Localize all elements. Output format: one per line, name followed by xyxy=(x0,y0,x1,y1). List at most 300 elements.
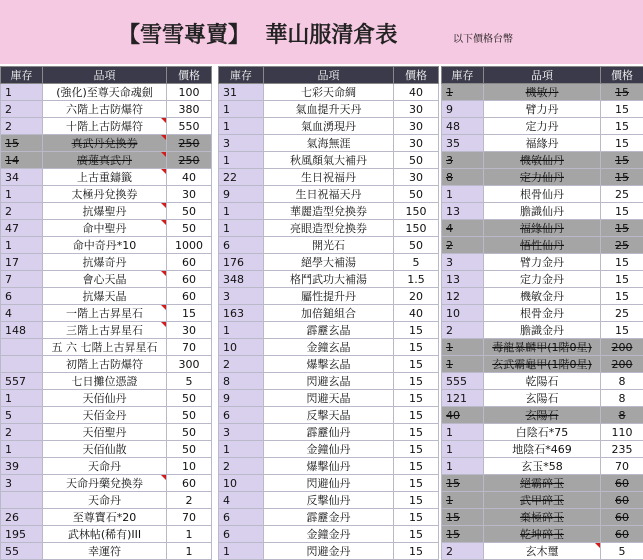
price-cell: 15 xyxy=(601,322,643,339)
item-cell: 反擊天晶 xyxy=(264,407,394,424)
table-row xyxy=(219,475,439,492)
stock-cell: 1 xyxy=(442,356,484,373)
item-cell: 上古重鑄籤 xyxy=(43,169,167,186)
price-cell: 30 xyxy=(394,101,439,118)
stock-cell: 40 xyxy=(442,407,484,424)
table-row xyxy=(219,135,439,152)
price-cell: 1000 xyxy=(167,237,212,254)
item-cell: 毒龍暴麟甲(1階0星) xyxy=(484,339,601,356)
item-cell: 機敏丹 xyxy=(484,84,601,101)
price-cell: 30 xyxy=(394,135,439,152)
table-row xyxy=(219,237,439,254)
table-row xyxy=(219,424,439,441)
price-cell: 60 xyxy=(167,475,212,492)
stock-cell: 9 xyxy=(219,186,264,203)
price-cell: 50 xyxy=(167,390,212,407)
table-row xyxy=(219,186,439,203)
sold-out-row xyxy=(1,152,212,169)
table-row xyxy=(1,220,212,237)
page-title: 【雪雪專賣】 華山服清倉表 xyxy=(118,18,397,49)
stock-cell: 9 xyxy=(442,101,484,118)
table-row xyxy=(442,118,643,135)
price-column-header: 價格 xyxy=(394,67,439,84)
price-cell: 50 xyxy=(167,441,212,458)
stock-cell xyxy=(1,339,43,356)
stock-cell xyxy=(1,492,43,509)
stock-cell: 8 xyxy=(219,373,264,390)
item-cell: 爆擊仙丹 xyxy=(264,458,394,475)
price-cell: 70 xyxy=(167,339,212,356)
table-header-row xyxy=(219,67,439,84)
price-cell: 1 xyxy=(167,543,212,560)
item-cell: 天佰仙丹 xyxy=(43,390,167,407)
table-row xyxy=(1,186,212,203)
item-cell: 根骨仙丹 xyxy=(484,186,601,203)
price-cell: 50 xyxy=(167,220,212,237)
stock-cell xyxy=(1,356,43,373)
item-cell: 氣海無涯 xyxy=(264,135,394,152)
item-cell: 霹靂金丹 xyxy=(264,509,394,526)
price-cell: 30 xyxy=(394,169,439,186)
price-cell: 30 xyxy=(167,322,212,339)
item-cell: 生日祝福天丹 xyxy=(264,186,394,203)
stock-cell: 2 xyxy=(1,424,43,441)
price-cell: 50 xyxy=(394,237,439,254)
stock-cell: 163 xyxy=(219,305,264,322)
price-cell: 250 xyxy=(167,135,212,152)
item-cell: 金鐘金丹 xyxy=(264,526,394,543)
price-cell: 15 xyxy=(394,373,439,390)
item-cell: 命中奇丹*10 xyxy=(43,237,167,254)
table-row xyxy=(442,254,643,271)
table-row xyxy=(219,441,439,458)
price-cell: 550 xyxy=(167,118,212,135)
stock-cell: 2 xyxy=(442,322,484,339)
table-row xyxy=(1,101,212,118)
price-cell: 110 xyxy=(601,424,643,441)
table-row xyxy=(219,254,439,271)
stock-cell: 35 xyxy=(442,135,484,152)
price-cell: 15 xyxy=(601,169,643,186)
table-header-row xyxy=(442,67,643,84)
table-row xyxy=(442,441,643,458)
stock-cell: 10 xyxy=(442,305,484,322)
table-row xyxy=(1,475,212,492)
item-cell: 會心天晶 xyxy=(43,271,167,288)
stock-cell: 3 xyxy=(442,152,484,169)
item-cell: 抗爆聖丹 xyxy=(43,203,167,220)
item-cell: 霹靂玄晶 xyxy=(264,322,394,339)
price-cell: 50 xyxy=(167,424,212,441)
item-cell: 氣血湧現丹 xyxy=(264,118,394,135)
stock-cell: 2 xyxy=(219,458,264,475)
stock-cell: 15 xyxy=(442,526,484,543)
item-cell: 武林帖(稀有)III xyxy=(43,526,167,543)
stock-cell: 1 xyxy=(219,118,264,135)
price-cell: 15 xyxy=(601,101,643,118)
item-cell: 膽識金丹 xyxy=(484,322,601,339)
item-cell: 絕學大補湯 xyxy=(264,254,394,271)
stock-cell: 7 xyxy=(1,271,43,288)
price-cell: 25 xyxy=(601,305,643,322)
sold-out-row xyxy=(442,169,643,186)
stock-cell: 1 xyxy=(1,441,43,458)
price-cell: 15 xyxy=(601,203,643,220)
sold-out-row xyxy=(1,135,212,152)
stock-cell: 555 xyxy=(442,373,484,390)
stock-cell: 3 xyxy=(442,254,484,271)
item-column-header: 品項 xyxy=(264,67,394,84)
item-cell: 生日祝福丹 xyxy=(264,169,394,186)
price-cell: 15 xyxy=(601,220,643,237)
price-cell: 15 xyxy=(394,509,439,526)
table-row xyxy=(442,203,643,220)
stock-cell: 1 xyxy=(219,203,264,220)
stock-cell: 6 xyxy=(1,288,43,305)
item-cell: 玄陽石 xyxy=(484,390,601,407)
item-cell: 幸運符 xyxy=(43,543,167,560)
table-row xyxy=(219,322,439,339)
price-cell: 30 xyxy=(394,118,439,135)
table-row xyxy=(1,407,212,424)
price-cell: 70 xyxy=(601,458,643,475)
item-cell: (強化)至尊天命魂劍 xyxy=(43,84,167,101)
table-row xyxy=(1,356,212,373)
price-cell: 60 xyxy=(601,492,643,509)
item-cell: 天命丹 xyxy=(43,458,167,475)
price-cell: 15 xyxy=(394,424,439,441)
table-row xyxy=(1,118,212,135)
stock-cell: 2 xyxy=(1,101,43,118)
table-row xyxy=(219,458,439,475)
table-row xyxy=(442,390,643,407)
stock-cell: 3 xyxy=(1,475,43,492)
sold-out-row xyxy=(442,407,643,424)
table-row xyxy=(1,543,212,560)
price-cell: 8 xyxy=(601,373,643,390)
price-table-2 xyxy=(218,66,439,560)
price-cell: 60 xyxy=(601,475,643,492)
item-cell: 七日攤位憑證 xyxy=(43,373,167,390)
table-row xyxy=(219,101,439,118)
price-column-header: 價格 xyxy=(601,67,643,84)
price-cell: 235 xyxy=(601,441,643,458)
stock-cell: 13 xyxy=(442,203,484,220)
item-cell: 機敏金丹 xyxy=(484,288,601,305)
stock-cell: 1 xyxy=(219,152,264,169)
price-cell: 15 xyxy=(601,271,643,288)
price-cell: 15 xyxy=(601,135,643,152)
sold-out-row xyxy=(442,220,643,237)
stock-cell: 1 xyxy=(1,390,43,407)
stock-cell: 8 xyxy=(442,169,484,186)
price-cell: 15 xyxy=(601,288,643,305)
item-cell: 七彩天命綢 xyxy=(264,84,394,101)
table-row xyxy=(1,237,212,254)
item-cell: 玄武霸龜甲(1階0星) xyxy=(484,356,601,373)
item-cell: 十階上古防爆符 xyxy=(43,118,167,135)
table-row xyxy=(219,152,439,169)
price-cell: 60 xyxy=(601,526,643,543)
item-cell: 臂力金丹 xyxy=(484,254,601,271)
sold-out-row xyxy=(442,356,643,373)
item-cell: 白陰石*75 xyxy=(484,424,601,441)
item-column-header: 品項 xyxy=(484,67,601,84)
stock-cell: 1 xyxy=(442,441,484,458)
stock-cell: 31 xyxy=(219,84,264,101)
item-cell: 一階上古昇星石 xyxy=(43,305,167,322)
table-row xyxy=(442,373,643,390)
title-banner xyxy=(0,0,643,64)
table-row xyxy=(1,492,212,509)
stock-cell: 1 xyxy=(219,322,264,339)
table-row xyxy=(219,339,439,356)
price-cell: 25 xyxy=(601,237,643,254)
stock-cell: 15 xyxy=(1,135,43,152)
stock-cell: 22 xyxy=(219,169,264,186)
item-cell: 五 六 七階上古昇星石 xyxy=(43,339,167,356)
price-cell: 1.5 xyxy=(394,271,439,288)
stock-cell: 1 xyxy=(1,237,43,254)
table-row xyxy=(442,543,643,560)
item-cell: 至尊寶石*20 xyxy=(43,509,167,526)
stock-cell: 15 xyxy=(442,509,484,526)
table-row xyxy=(1,322,212,339)
table-row xyxy=(1,254,212,271)
stock-cell: 5 xyxy=(1,407,43,424)
price-cell: 40 xyxy=(394,84,439,101)
price-cell: 150 xyxy=(394,203,439,220)
price-table-3 xyxy=(441,66,643,560)
price-cell: 30 xyxy=(167,186,212,203)
item-cell: 三階上古昇星石 xyxy=(43,322,167,339)
stock-cell: 1 xyxy=(442,458,484,475)
table-row xyxy=(442,288,643,305)
table-row xyxy=(219,271,439,288)
price-cell: 40 xyxy=(167,169,212,186)
table-row xyxy=(219,305,439,322)
stock-cell: 26 xyxy=(1,509,43,526)
stock-cell: 6 xyxy=(219,237,264,254)
sold-out-row xyxy=(442,84,643,101)
table-row xyxy=(219,203,439,220)
stock-cell: 3 xyxy=(219,424,264,441)
table-row xyxy=(219,373,439,390)
sold-out-row xyxy=(442,509,643,526)
table-row xyxy=(1,458,212,475)
sold-out-row xyxy=(442,237,643,254)
stock-cell: 195 xyxy=(1,526,43,543)
item-cell: 玄玉*58 xyxy=(484,458,601,475)
stock-cell: 2 xyxy=(442,237,484,254)
item-cell: 武甲碎玉 xyxy=(484,492,601,509)
item-cell: 乾坤碎玉 xyxy=(484,526,601,543)
table-row xyxy=(219,407,439,424)
stock-cell: 10 xyxy=(219,339,264,356)
item-cell: 真武丹兌換券 xyxy=(43,135,167,152)
item-cell: 氣血提升天丹 xyxy=(264,101,394,118)
price-cell: 40 xyxy=(394,305,439,322)
price-cell: 15 xyxy=(394,458,439,475)
price-cell: 15 xyxy=(601,152,643,169)
stock-cell: 2 xyxy=(1,118,43,135)
item-cell: 屬性提升丹 xyxy=(264,288,394,305)
currency-note: 以下價格台幣 xyxy=(453,30,513,45)
price-cell: 70 xyxy=(167,509,212,526)
price-cell: 15 xyxy=(394,526,439,543)
table-row xyxy=(219,509,439,526)
price-cell: 60 xyxy=(167,271,212,288)
stock-cell: 1 xyxy=(219,101,264,118)
price-cell: 15 xyxy=(394,339,439,356)
table-row xyxy=(442,305,643,322)
stock-cell: 3 xyxy=(219,288,264,305)
item-cell: 地陰石*469 xyxy=(484,441,601,458)
stock-cell: 12 xyxy=(442,288,484,305)
stock-column-header: 庫存 xyxy=(219,67,264,84)
item-cell: 定力仙丹 xyxy=(484,169,601,186)
price-cell: 15 xyxy=(601,118,643,135)
stock-cell: 1 xyxy=(442,186,484,203)
table-row xyxy=(1,424,212,441)
item-cell: 反擊仙丹 xyxy=(264,492,394,509)
table-row xyxy=(219,492,439,509)
stock-column-header: 庫存 xyxy=(1,67,43,84)
table-row xyxy=(1,339,212,356)
sold-out-row xyxy=(442,475,643,492)
price-cell: 15 xyxy=(167,305,212,322)
price-cell: 25 xyxy=(601,186,643,203)
item-cell: 六階上古防爆符 xyxy=(43,101,167,118)
item-cell: 定力丹 xyxy=(484,118,601,135)
stock-cell: 1 xyxy=(1,186,43,203)
stock-cell: 348 xyxy=(219,271,264,288)
table-row xyxy=(1,288,212,305)
price-cell: 5 xyxy=(394,254,439,271)
price-cell: 15 xyxy=(394,441,439,458)
item-cell: 秋風顏氣大補丹 xyxy=(264,152,394,169)
table-row xyxy=(442,271,643,288)
price-cell: 20 xyxy=(394,288,439,305)
price-cell: 8 xyxy=(601,407,643,424)
table-row xyxy=(219,543,439,560)
table-header-row xyxy=(1,67,212,84)
price-table-1 xyxy=(0,66,212,560)
stock-cell: 1 xyxy=(219,220,264,237)
stock-cell: 1 xyxy=(219,543,264,560)
price-cell: 150 xyxy=(394,220,439,237)
stock-cell: 48 xyxy=(442,118,484,135)
price-cell: 15 xyxy=(394,407,439,424)
item-cell: 福緣仙丹 xyxy=(484,220,601,237)
price-cell: 15 xyxy=(394,356,439,373)
stock-cell: 4 xyxy=(1,305,43,322)
table-row xyxy=(1,203,212,220)
price-cell: 100 xyxy=(167,84,212,101)
item-cell: 天命丹藥兌換券 xyxy=(43,475,167,492)
item-cell: 定力金丹 xyxy=(484,271,601,288)
stock-cell: 6 xyxy=(219,509,264,526)
item-cell: 太極丹兌換券 xyxy=(43,186,167,203)
stock-cell: 4 xyxy=(219,492,264,509)
table-row xyxy=(1,373,212,390)
price-cell: 60 xyxy=(167,254,212,271)
price-cell: 15 xyxy=(601,254,643,271)
item-cell: 悟性仙丹 xyxy=(484,237,601,254)
stock-cell: 2 xyxy=(219,356,264,373)
item-cell: 天佰聖丹 xyxy=(43,424,167,441)
item-cell: 亮眼造型兌換券 xyxy=(264,220,394,237)
price-cell: 50 xyxy=(394,152,439,169)
price-cell: 15 xyxy=(394,492,439,509)
table-row xyxy=(1,271,212,288)
stock-cell: 1 xyxy=(442,424,484,441)
table-row xyxy=(219,220,439,237)
table-row xyxy=(1,84,212,101)
price-cell: 50 xyxy=(167,407,212,424)
stock-cell: 2 xyxy=(1,203,43,220)
item-cell: 華麗造型兌換券 xyxy=(264,203,394,220)
table-row xyxy=(219,356,439,373)
stock-cell: 9 xyxy=(219,390,264,407)
item-cell: 棄極碎玉 xyxy=(484,509,601,526)
item-cell: 廣蓮真武丹 xyxy=(43,152,167,169)
item-cell: 閃避玄晶 xyxy=(264,373,394,390)
price-cell: 15 xyxy=(394,390,439,407)
item-cell: 膽識仙丹 xyxy=(484,203,601,220)
item-column-header: 品項 xyxy=(43,67,167,84)
item-cell: 福緣丹 xyxy=(484,135,601,152)
price-cell: 5 xyxy=(601,543,643,560)
table-row xyxy=(442,101,643,118)
item-cell: 玄木璽 xyxy=(484,543,601,560)
price-cell: 5 xyxy=(167,373,212,390)
item-cell: 天命丹 xyxy=(43,492,167,509)
table-row xyxy=(1,441,212,458)
stock-cell: 39 xyxy=(1,458,43,475)
table-row xyxy=(442,424,643,441)
price-cell: 200 xyxy=(601,339,643,356)
stock-cell: 3 xyxy=(219,135,264,152)
item-cell: 爆擊玄晶 xyxy=(264,356,394,373)
sold-out-row xyxy=(442,339,643,356)
stock-cell: 1 xyxy=(219,441,264,458)
price-cell: 10 xyxy=(167,458,212,475)
stock-cell: 4 xyxy=(442,220,484,237)
table-row xyxy=(442,186,643,203)
item-cell: 閃避金丹 xyxy=(264,543,394,560)
item-cell: 天佰仙散 xyxy=(43,441,167,458)
item-cell: 抗爆天晶 xyxy=(43,288,167,305)
table-row xyxy=(219,84,439,101)
stock-cell: 55 xyxy=(1,543,43,560)
item-cell: 根骨金丹 xyxy=(484,305,601,322)
sold-out-row xyxy=(442,152,643,169)
stock-cell: 15 xyxy=(442,475,484,492)
stock-cell: 13 xyxy=(442,271,484,288)
item-cell: 抗爆奇丹 xyxy=(43,254,167,271)
price-cell: 60 xyxy=(167,288,212,305)
stock-cell: 14 xyxy=(1,152,43,169)
item-cell: 乾陽石 xyxy=(484,373,601,390)
item-cell: 閃避天晶 xyxy=(264,390,394,407)
item-cell: 初階上古防爆符 xyxy=(43,356,167,373)
table-row xyxy=(219,169,439,186)
stock-cell: 1 xyxy=(442,339,484,356)
price-cell: 1 xyxy=(167,526,212,543)
item-cell: 格鬥武功大補湯 xyxy=(264,271,394,288)
stock-cell: 6 xyxy=(219,526,264,543)
